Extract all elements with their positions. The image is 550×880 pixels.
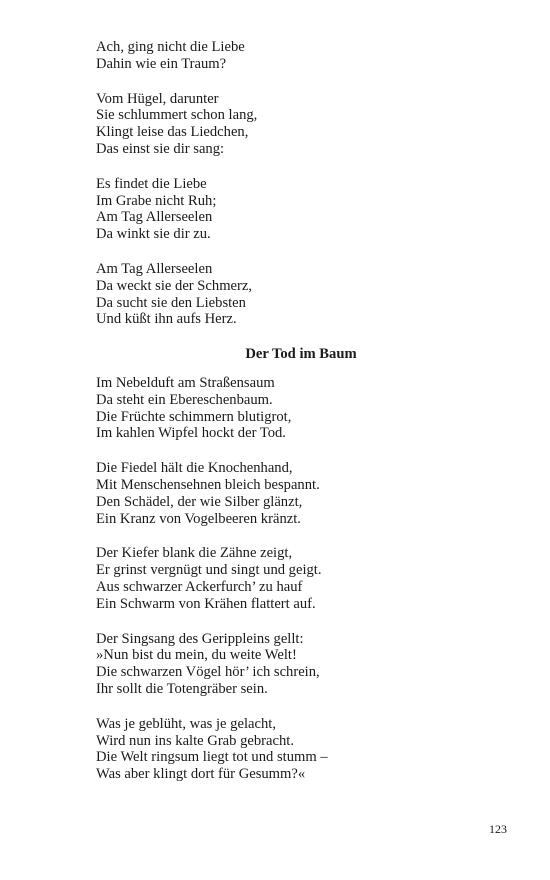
poem-line: Der Singsang des Gerippleins gellt: [96,630,304,647]
poem-line: Im kahlen Wipfel hockt der Tod. [96,425,286,442]
poem-line: Was aber klingt dort für Gesumm?« [96,766,306,783]
stanza [96,91,506,158]
poem-line: Die Fiedel hält die Knochenhand, [96,460,293,477]
stanza [96,460,506,527]
poem-line: Da weckt sie der Schmerz, [96,277,253,294]
poem-line: Das einst sie dir sang: [96,140,225,157]
poem-line: Den Schädel, der wie Silber glänzt, [96,493,303,510]
poem-line: Es findet die Liebe [96,175,207,192]
poem-line: Im Nebelduft am Straßensaum [96,374,275,391]
stanza [96,39,506,73]
poem-line: Wird nun ins kalte Grab gebracht. [96,732,294,749]
page-number: 123 [489,822,507,836]
poem-line: Am Tag Allerseelen [96,209,213,226]
stanza [96,631,506,698]
poem-line: Vom Hügel, darunter [96,90,219,107]
poem-line: Ein Schwarm von Krähen flattert auf. [96,595,316,612]
poem-continued [96,39,506,328]
poem-line: Die schwarzen Vögel hör’ ich schrein, [96,664,320,681]
poem-line: Ein Kranz von Vogelbeeren kränzt. [96,510,301,527]
stanza [96,261,506,328]
poem-line: Was je geblüht, was je gelacht, [96,715,276,732]
poem-line: Die Früchte schimmern blutigrot, [96,408,292,425]
poem-line: Klingt leise das Liedchen, [96,124,249,141]
poem-line: Am Tag Allerseelen [96,260,213,277]
poem-line: Sie schlummert schon lang, [96,107,258,124]
poem-line: Er grinst vergnügt und singt und geigt. [96,562,322,579]
poem-line: Mit Menschensehnen bleich bespannt. [96,476,320,493]
poem-line: Da sucht sie den Liebsten [96,294,246,311]
poem-line: Der Kiefer blank die Zähne zeigt, [96,545,293,562]
poem-line: Da winkt sie dir zu. [96,226,211,243]
poem-title: Der Tod im Baum [245,346,357,363]
page-content [96,39,506,801]
poem-line: Ach, ging nicht die Liebe [96,39,245,55]
stanza [96,716,506,783]
poem-der-tod-im-baum [96,375,506,783]
poem-line: Die Welt ringsum liegt tot und stumm – [96,749,328,766]
poem-line: »Nun bist du mein, du weite Welt! [96,647,297,664]
stanza [96,545,506,612]
poem-line: Da steht ein Ebereschenbaum. [96,391,273,408]
poem-line: Ihr sollt die Totengräber sein. [96,680,268,697]
stanza [96,375,506,442]
poem-line: Und küßt ihn aufs Herz. [96,311,237,328]
poem-line: Im Grabe nicht Ruh; [96,192,217,209]
stanza [96,176,506,243]
poem-line: Dahin wie ein Traum? [96,55,227,72]
poem-line: Aus schwarzer Ackerfurch’ zu hauf [96,578,303,595]
